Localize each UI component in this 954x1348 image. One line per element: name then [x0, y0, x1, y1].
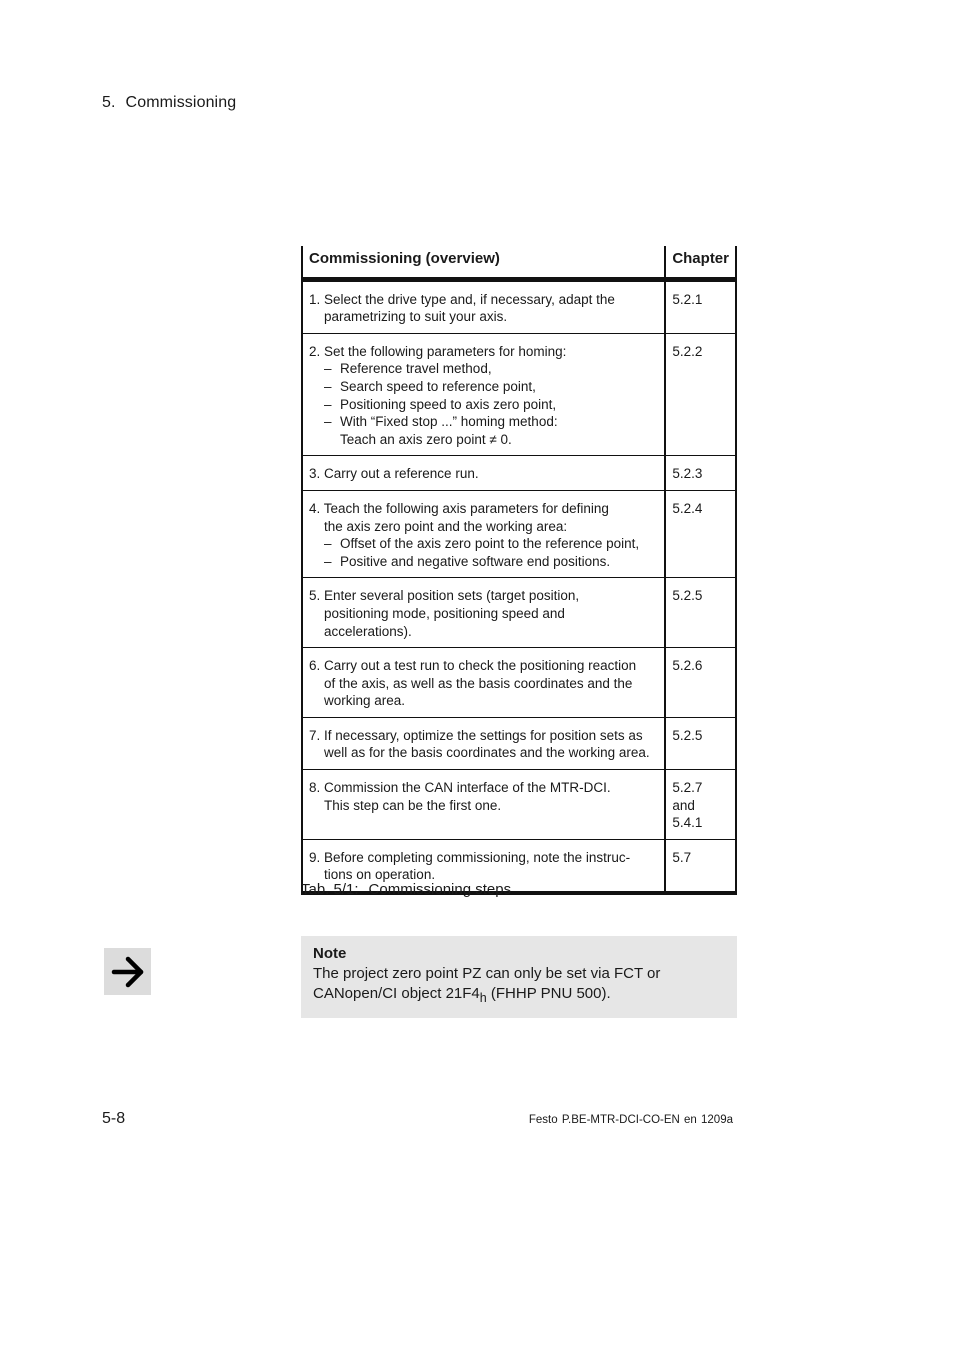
chapter-ref-text: 5.7: [672, 849, 692, 865]
note-text-line-1: The project zero point PZ can only be set via FCT or: [313, 965, 661, 982]
arrow-right-icon: [108, 952, 148, 992]
table-row: [302, 279, 736, 333]
caption-label: Tab. 5/1:: [301, 881, 359, 898]
step-text-continued: tions on operation.: [324, 867, 436, 883]
table-row: [302, 648, 736, 718]
step-text-continued: positioning mode, positioning speed and: [324, 605, 565, 621]
step-bullet: – Positive and negative software end positions.: [324, 553, 611, 569]
table-row: [302, 717, 736, 769]
step-text: 2. Set the following parameters for homing:: [309, 343, 567, 359]
chapter-reference: [665, 279, 736, 333]
step-text-continued: the axis zero point and the working area:: [324, 518, 568, 534]
hex-subscript: h: [479, 991, 487, 1005]
chapter-ref-text: 5.2.6: [672, 658, 703, 674]
caption-text: Commissioning steps: [368, 881, 512, 898]
document-id: Festo P.BE-MTR-DCI-CO-EN en 1209a: [528, 1114, 733, 1126]
table-caption: [301, 881, 511, 898]
step-description: [302, 333, 665, 456]
note-title: Note: [313, 945, 347, 962]
step-bullet: – Offset of the axis zero point to the reference point,: [324, 536, 640, 552]
step-text-continued: parametrizing to suit your axis.: [324, 309, 508, 325]
chapter-ref-text: 5.2.5: [672, 588, 703, 604]
step-text: 8. Commission the CAN interface of the MTR-DCI.: [309, 780, 611, 796]
chapter-reference: [665, 456, 736, 491]
chapter-reference: [665, 648, 736, 718]
table-row: [302, 770, 736, 840]
note-object-text: CANopen/CI object 21F4: [313, 985, 480, 1002]
step-text: 1. Select the drive type and, if necessary, adapt the: [309, 291, 615, 307]
chapter-ref-text: 5.2.5: [672, 727, 703, 743]
step-text: 9. Before completing commissioning, note the instruc-: [309, 849, 631, 865]
note-box: [301, 936, 737, 1018]
step-description: [302, 770, 665, 840]
chapter-reference: [665, 839, 736, 893]
step-bullet-continued: Teach an axis zero point ≠ 0.: [340, 431, 512, 447]
step-description: [302, 578, 665, 648]
step-text: 7. If necessary, optimize the settings for position sets as: [309, 727, 643, 743]
chapter-ref-text: 5.2.4: [672, 500, 703, 516]
step-description: [302, 648, 665, 718]
step-description: [302, 717, 665, 769]
note-pnu-text: (FHHP PNU 500).: [486, 985, 611, 1002]
chapter-reference: [665, 717, 736, 769]
page-number: 5-8: [102, 1110, 126, 1127]
table-row: [302, 578, 736, 648]
table-row: [302, 456, 736, 491]
note-marker: [104, 948, 151, 995]
table-header-row: [302, 246, 736, 279]
step-text-continued: working area.: [324, 693, 406, 709]
chapter-ref-text: 5.4.1: [672, 815, 703, 831]
step-text-continued: This step can be the first one.: [324, 797, 502, 813]
page-header: [102, 94, 236, 112]
step-description: [302, 279, 665, 333]
column-header-overview: Commissioning (overview): [302, 246, 665, 279]
step-description: [302, 490, 665, 577]
step-bullet: – Search speed to reference point,: [324, 378, 536, 394]
commissioning-steps-table: [301, 246, 737, 895]
step-bullet: – Reference travel method,: [324, 361, 492, 377]
chapter-ref-text: and: [672, 797, 695, 813]
step-text: 5. Enter several position sets (target position,: [309, 588, 580, 604]
step-text: 3. Carry out a reference run.: [309, 466, 479, 482]
chapter-ref-text: 5.2.7: [672, 780, 703, 796]
chapter-ref-text: 5.2.3: [672, 466, 703, 482]
step-text: 6. Carry out a test run to check the positioning reaction: [309, 658, 637, 674]
column-header-chapter: Chapter: [665, 246, 736, 279]
step-text-continued: of the axis, as well as the basis coordinates and the: [324, 675, 633, 691]
table-row: [302, 490, 736, 577]
step-bullet: – With “Fixed stop ...” homing method:: [324, 414, 558, 430]
step-text: 4. Teach the following axis parameters for defining: [309, 500, 609, 516]
table-body: [302, 279, 736, 893]
chapter-number: 5.: [102, 94, 116, 111]
step-text-continued: well as for the basis coordinates and the working area.: [324, 745, 650, 761]
table-row: [302, 333, 736, 456]
note-text-line-2: [313, 984, 725, 1008]
chapter-reference: [665, 770, 736, 840]
chapter-title: Commissioning: [125, 94, 237, 111]
chapter-ref-text: 5.2.2: [672, 343, 703, 359]
step-bullet: – Positioning speed to axis zero point,: [324, 396, 557, 412]
chapter-reference: [665, 490, 736, 577]
chapter-reference: [665, 578, 736, 648]
chapter-ref-text: 5.2.1: [672, 291, 703, 307]
chapter-reference: [665, 333, 736, 456]
step-text-continued: accelerations).: [324, 623, 412, 639]
step-description: [302, 456, 665, 491]
